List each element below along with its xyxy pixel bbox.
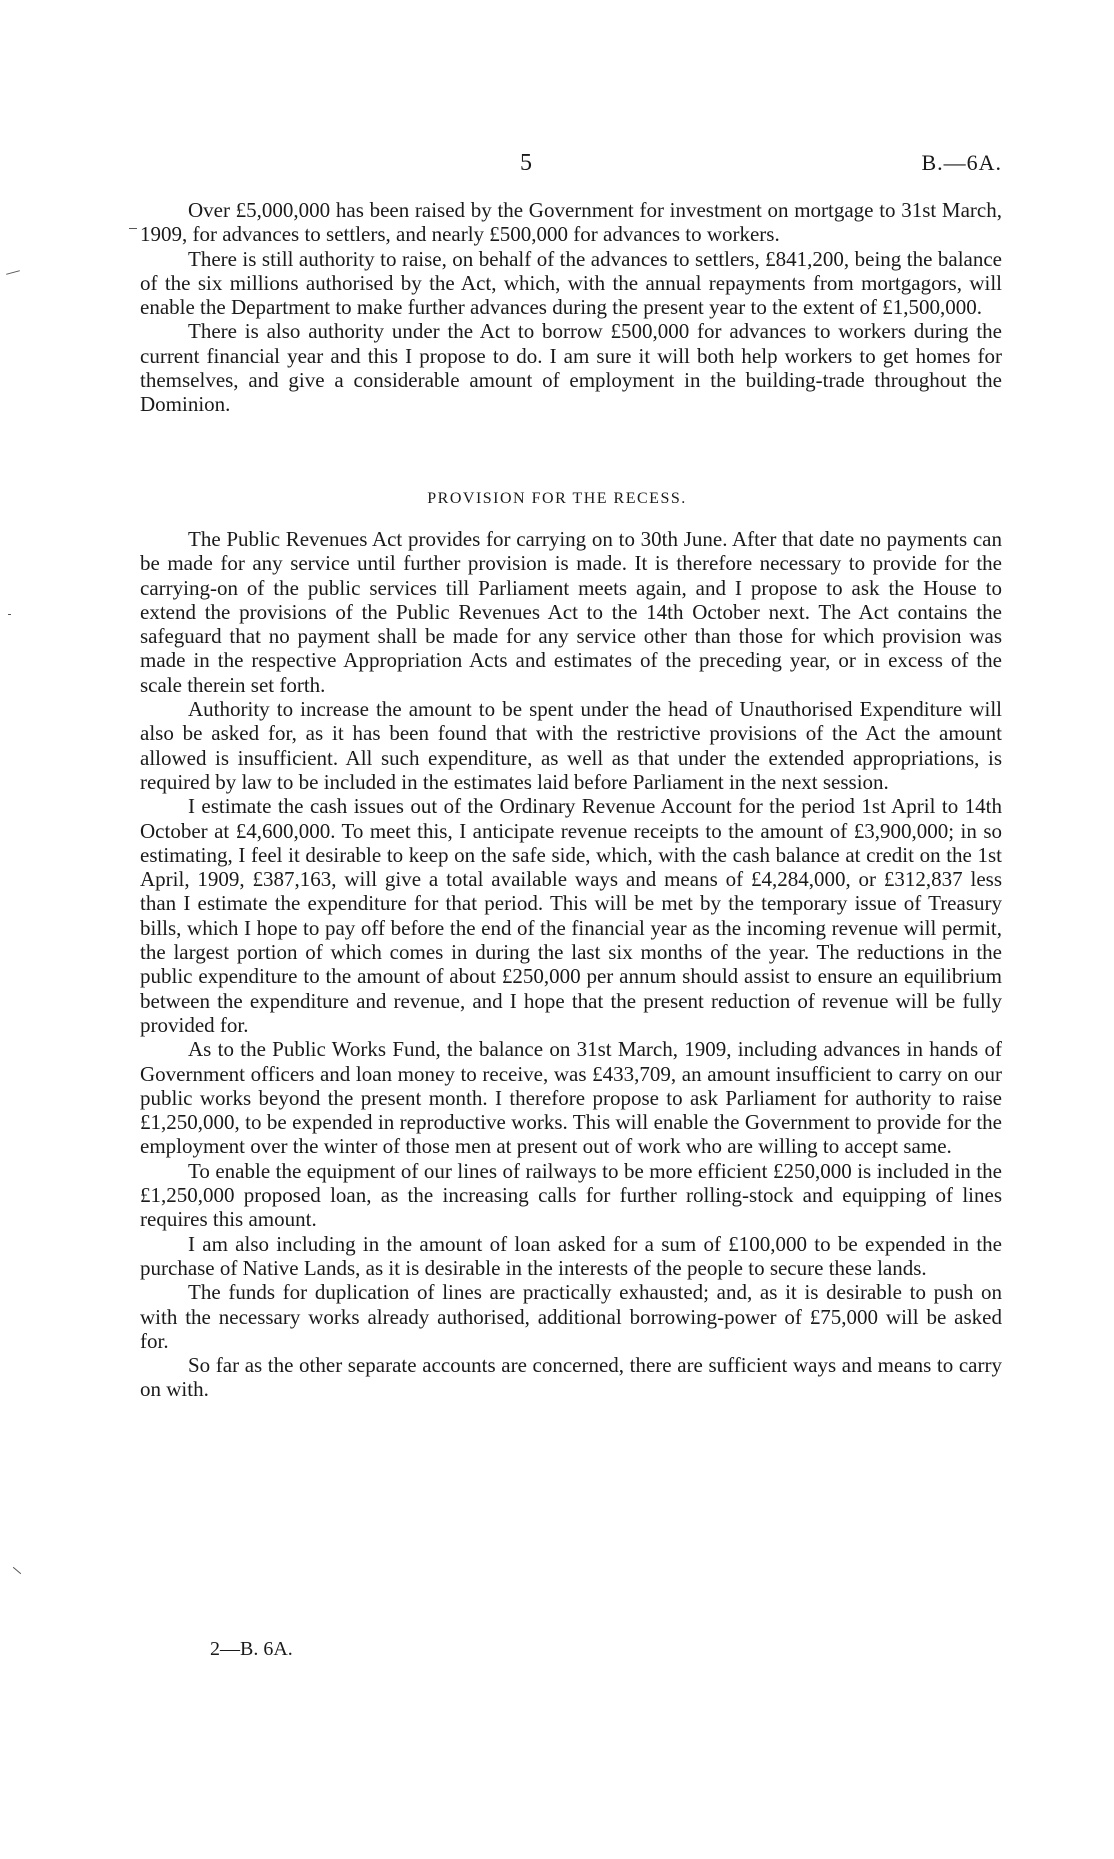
scan-mark [6,270,20,275]
section-heading: PROVISION FOR THE RECESS. [427,490,687,507]
page-number: 5 [520,150,532,176]
paragraph: As to the Public Works Fund, the balance on 31st March, 1909, including advances in hands of Government officers and loan money to receive, was £433,709, an amount insufficient to carry on our public works beyond the present month. I therefore propose to ask Parliament for authority to raise £1,250,000, to be expended in reproductive works. This will enable the Government to provide for the employment over the winter of those men at present out of work who are willing to accept same. [140,1037,1002,1159]
paragraph: Authority to increase the amount to be spent under the head of Unauthorised Expenditure will also be asked for, as it has been found that with the restrictive provisions of the Act the amount allowed is insufficient. All such expenditure, as well as that under the extended appropriations, is required by law to be included in the estimates laid before Parliament in the next session. [140,697,1002,794]
paragraph: There is still authority to raise, on behalf of the advances to settlers, £841,200, being the balance of the six millions authorised by the Act, which, with the annual repayments from mortgagors, will enable the Department to make further advances during the present year to the extent of £1,500,000. [140,246,1002,320]
section-advances [140,198,1002,417]
paragraph: I am also including in the amount of loan asked for a sum of £100,000 to be expended in the purchase of Native Lands, as it is desirable in the interests of the people to secure these lands. [140,1231,1002,1280]
paragraph: I estimate the cash issues out of the Ordinary Revenue Account for the period 1st April to 14th October at £4,600,000. To meet this, I anticipate revenue receipts to the amount of £3,900,000; in so estimating, I feel it desirable to keep on the safe side, which, with the cash balance at credit on the 1st April, 1909, £387,163, will give a total available ways and means of £4,284,000, or £312,837 less than I estimate the expenditure for that period. This will be met by the temporary issue of Treasury bills, which I hope to pay off before the end of the financial year as the incoming revenue will permit, the largest portion of which comes in during the last six months of the year. The reductions in the public expenditure to the amount of about £250,000 per annum should assist to ensure an equilibrium between the expenditure and revenue, and I hope that the present reduction of revenue will be fully provided for. [140,794,1002,1037]
scan-mark [129,228,137,229]
paragraph: The funds for duplication of lines are practically exhausted; and, as it is desirable to push on with the necessary works already authorised, additional borrowing-power of £75,000 will be asked for. [140,1280,1002,1353]
paragraph: So far as the other separate accounts are concerned, there are sufficient ways and means to carry on with. [140,1353,1002,1402]
scan-mark [13,1567,21,1574]
paragraph: To enable the equipment of our lines of railways to be more efficient £250,000 is included in the £1,250,000 proposed loan, as the increasing calls for further rolling-stock and equipping of lines requires this amount. [140,1158,1002,1232]
paragraph: The Public Revenues Act provides for carrying on to 30th June. After that date no payments can be made for any service until further provision is made. It is therefore necessary to provide for the carrying-on of the public services till Parliament meets again, and I propose to ask the House to extend the provisions of the Public Revenues Act to the 14th October next. The Act contains the safeguard that no payment shall be made for any service other than those for which provision was made in the respective Appropriation Acts and estimates of the preceding year, or in excess of the scale therein set forth. [140,527,1002,697]
signature-reference: 2—B. 6A. [210,1638,293,1660]
section-provision-for-recess [140,527,1002,1402]
document-reference: B.—6A. [921,150,1002,175]
paragraph: There is also authority under the Act to borrow £500,000 for advances to workers during the current financial year and this I propose to do. I am sure it will both help workers to get homes for themselves, and give a considerable amount of employment in the building-trade throughout the Dominion. [140,319,1002,417]
paragraph: Over £5,000,000 has been raised by the Government for investment on mortgage to 31st March, 1909, for advances to settlers, and nearly £500,000 for advances to workers. [140,198,1002,247]
scan-mark [8,614,11,615]
